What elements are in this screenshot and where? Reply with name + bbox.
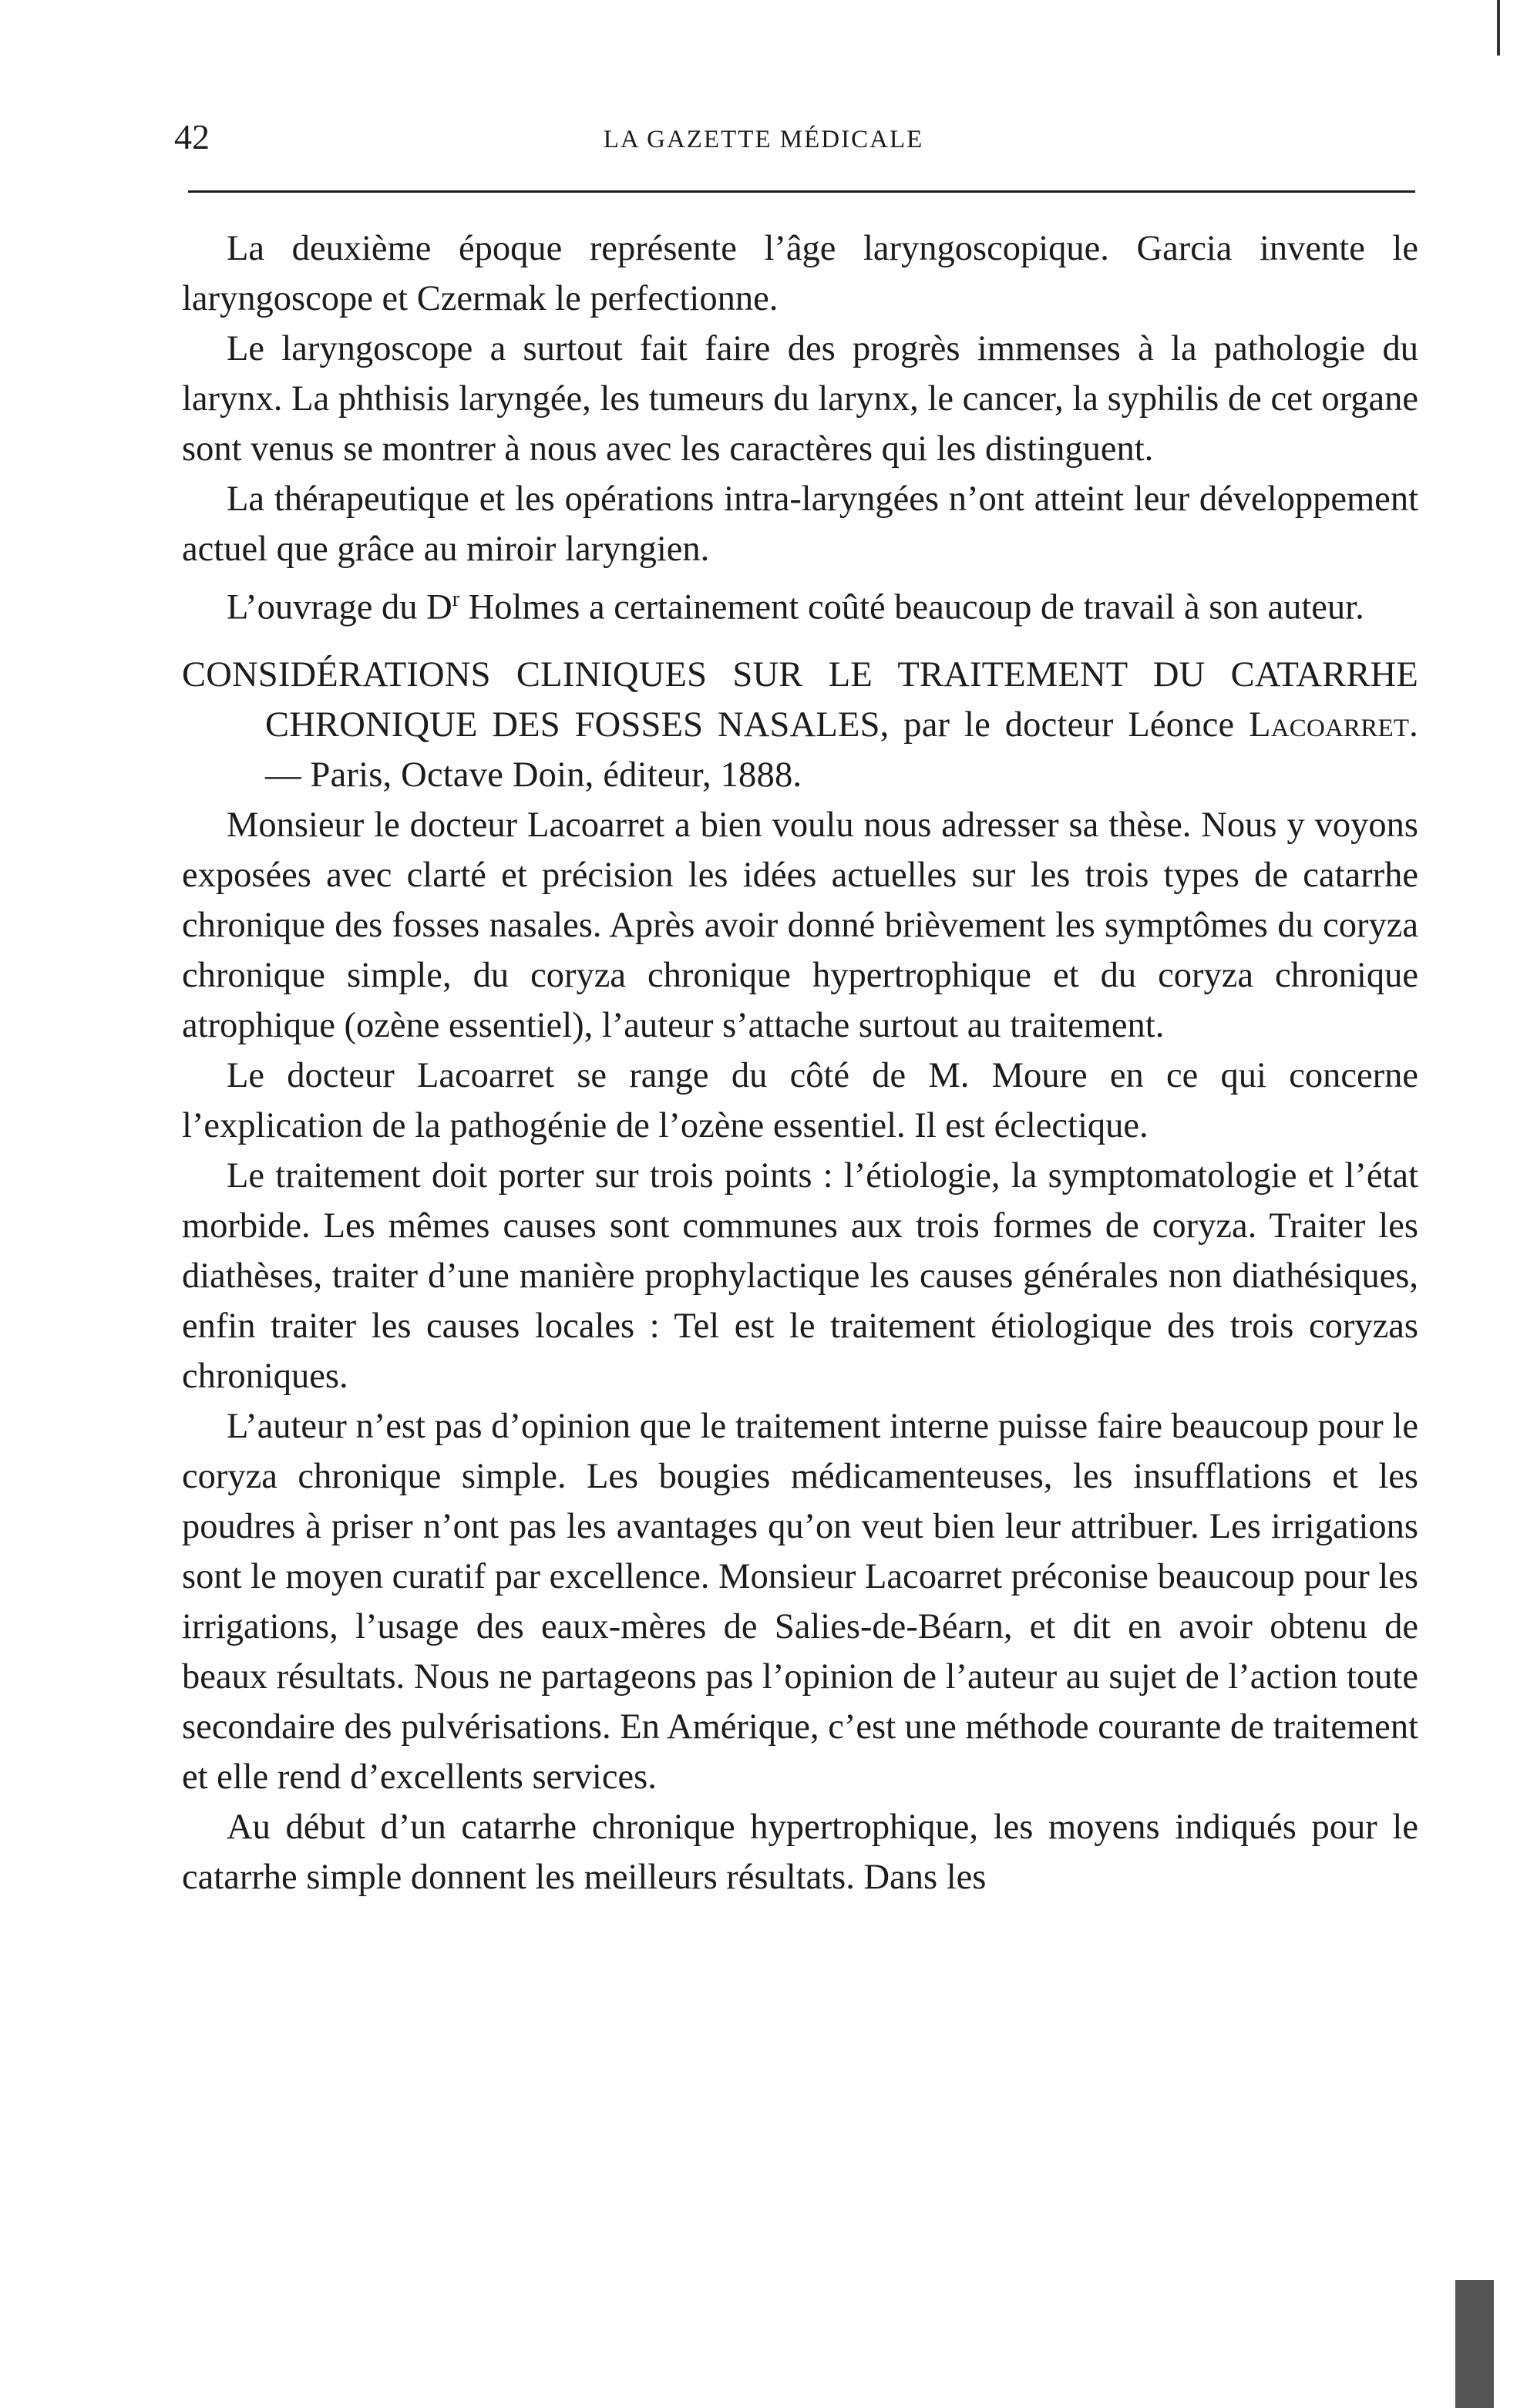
paragraph: L’auteur n’est pas d’opinion que le traitement interne puisse faire beaucoup pour le coryza chronique simple. Les bougies médicamenteuses, les insufflations et les poudres à priser n’ont pas les avantages qu’on veut bien leur attribuer. Les irrigations sont le moyen curatif par excellence. Monsieur Lacoarret préconise beaucoup pour les irrigations, l’usage des eaux-mères de Salies-de-Béarn, et dit en avoir obtenu de beaux résultats. Nous ne partageons pas l’opinion de l’auteur au sujet de l’action toute secondaire des pulvérisations. En Amérique, c’est une méthode courante de traitement et elle rend d’excellents services. — [182, 1406, 1418, 1797]
header-rule — [188, 190, 1415, 193]
paragraph: Monsieur le docteur Lacoarret a bien voulu nous adresser sa thèse. Nous y voyons exposées avec clarté et précision les idées actuelles sur les trois types de catarrhe chronique des fosses nasales. Après avoir donné brièvement les symptômes du coryza chronique simple, du coryza chronique hypertrophique et du coryza chronique atrophique (ozène essentiel), l’auteur s’attache surtout au traitement. — [182, 805, 1418, 1045]
holmes-text-start: L’ouvrage du D — [227, 587, 452, 627]
holmes-text-rest: Holmes a certainement coûté beaucoup de travail à son auteur. — [459, 587, 1364, 627]
page-number: 42 — [174, 117, 210, 156]
review-title: CONSIDÉRATIONS CLINIQUES SUR LE TRAITEMENT DU CATARRHE CHRONIQUE DES FOSSES NASALES, — [182, 654, 1418, 745]
review-author: Lacoarret — [1249, 705, 1410, 745]
paragraph: Le laryngoscope a surtout fait faire des progrès immenses à la pathologie du larynx. La phthisis laryngée, les tumeurs du larynx, le cancer, la syphilis de cet organe sont venus se montrer à nous avec les caractères qui les distinguent. — [182, 329, 1418, 469]
edge-mark — [1497, 0, 1500, 55]
review-heading — [182, 650, 1418, 800]
edge-mark — [1455, 2280, 1494, 2408]
paragraph: La deuxième époque représente l’âge laryngoscopique. Garcia invente le laryngoscope et Czermak le perfectionne. — [182, 229, 1418, 318]
review-publication: . — Paris, Octave Doin, éditeur, 1888. — [265, 705, 1418, 795]
paragraph: Au début d’un catarrhe chronique hypertrophique, les moyens indiqués pour le catarrhe simple donnent les meilleurs résultats. Dans les — [182, 1807, 1418, 1897]
article-body — [182, 224, 1418, 1902]
paragraph: Le docteur Lacoarret se range du côté de M. Moure en ce qui concerne l’explication de la pathogénie de l’ozène essentiel. Il est éclectique. — [182, 1055, 1418, 1145]
paragraph: Le traitement doit porter sur trois points : l’étiologie, la symptomatologie et l’état morbide. Les mêmes causes sont communes aux trois formes de coryza. Traiter les diathèses, traiter d’une manière prophylactique les causes générales non diathésiques, enfin traiter les causes locales : Tel est le traitement étiologique des trois coryzas chroniques. — [182, 1155, 1418, 1396]
review-by: par le docteur Léonce — [889, 705, 1250, 745]
paragraph-holmes — [182, 574, 1418, 633]
page-header — [0, 116, 1527, 170]
running-title: LA GAZETTE MÉDICALE — [603, 126, 924, 153]
paragraph: La thérapeutique et les opérations intra-laryngées n’ont atteint leur développement actuel que grâce au miroir laryngien. — [182, 479, 1418, 569]
holmes-superscript: r — [452, 587, 460, 611]
